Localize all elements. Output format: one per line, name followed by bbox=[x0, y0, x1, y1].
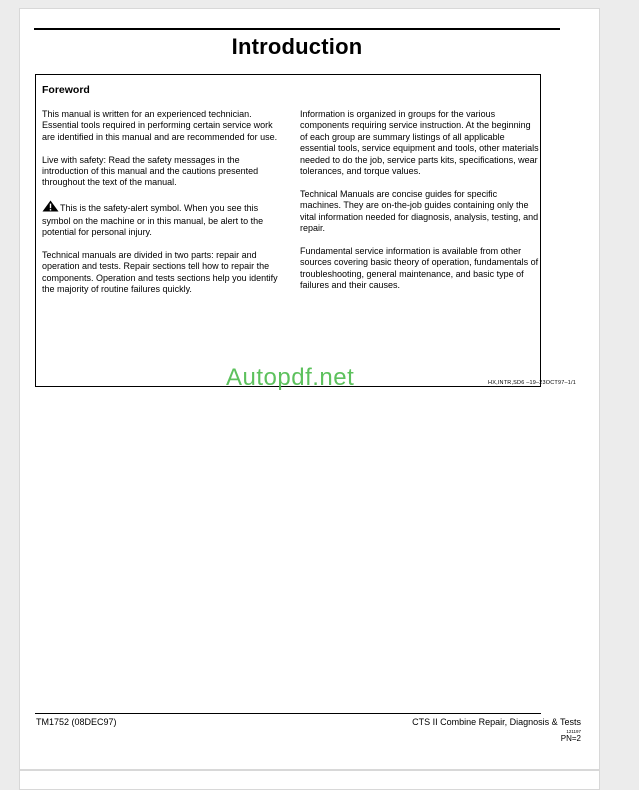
paragraph: Technical Manuals are concise guides for specific machines. They are on-the-job guides containing only the vital information needed for diagnosis, analysis, testing, and repair. bbox=[300, 188, 539, 234]
manual-number: TM1752 (08DEC97) bbox=[36, 717, 117, 727]
right-column bbox=[300, 109, 540, 303]
reference-code: HX,INTR,SD6 –19–23OCT97–1/1 bbox=[488, 380, 576, 386]
watermark: Autopdf.net bbox=[226, 364, 355, 391]
safety-alert-text: This is the safety-alert symbol. When you see this symbol on the machine or in this manual, be alert to the potential for personal injury. bbox=[42, 203, 264, 238]
paragraph: This manual is written for an experienced technician. Essential tools required in performing certain service work are identified in this manual and are recommended for use. bbox=[42, 109, 278, 142]
next-page-edge bbox=[19, 770, 600, 790]
foreword-heading: Foreword bbox=[42, 84, 90, 96]
paragraph: Live with safety: Read the safety messages in the introduction of this manual and the cautions presented throughout the text of the manual. bbox=[42, 154, 259, 188]
page-number: PN=2 bbox=[560, 734, 581, 743]
paragraph: Technical manuals are divided in two parts: repair and operation and tests. Repair sections tell how to repair the components. Operation and tests sections help you identify the majority of routine failures quickly. bbox=[42, 249, 278, 295]
left-column bbox=[42, 109, 282, 307]
paragraph: Fundamental service information is available from other sources covering basic theory of operation, fundamentals of troubleshooting, general maintenance, and basic type of failures and their causes. bbox=[300, 245, 539, 291]
paragraph: Information is organized in groups for the various components requiring service instruction. At the beginning of each group are summary listings of all applicable essential tools, service equipment and tools, other materials needed to do the job, service parts kits, specifications, wear tolerances, and torque values. bbox=[300, 109, 539, 177]
title-rule bbox=[34, 28, 560, 30]
safety-alert-triangle-icon bbox=[42, 200, 59, 215]
page-title: Introduction bbox=[231, 34, 363, 59]
paragraph-safety-alert bbox=[42, 200, 282, 238]
footer-rule bbox=[35, 713, 541, 714]
manual-title: CTS II Combine Repair, Diagnosis & Tests bbox=[412, 717, 581, 727]
footer-date-code: 121197 bbox=[566, 729, 581, 734]
